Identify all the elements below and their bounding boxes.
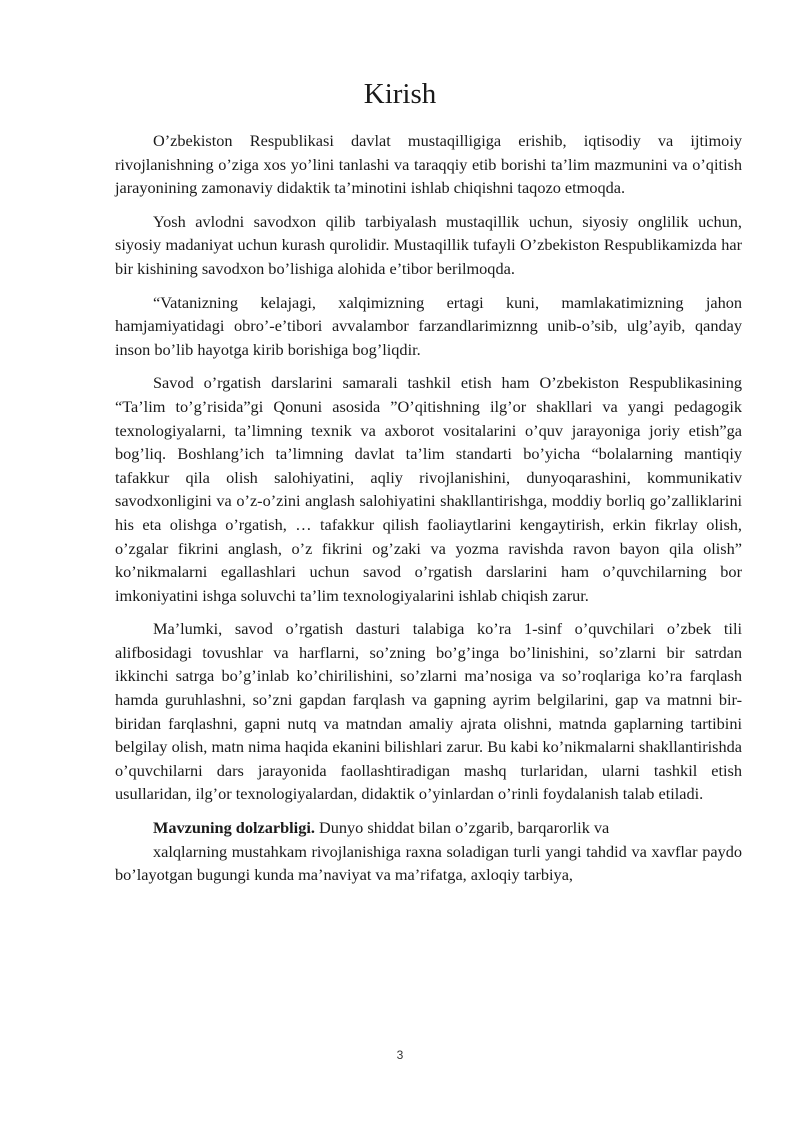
paragraph-4: Savod o’rgatish darslarini samarali tashkil etish ham O’zbekiston Respublikasining “Ta’lim to’g’risida”gi Qonuni asosida ”O’qitishning ilg’or shakllari va yangi pedagogik texnologiyalarni, ta’limning texnik va axborot vositalarini o’quv jarayoniga joriy etish”ga bog’liq. Boshlang’ich ta’limning davlat ta’lim standarti bo’yicha “bolalarning mantiqiy tafakkur qila olish salohiyatini, aqliy rivojlanishini, dunyoqarashini, kommunikativ savodxonligini va o’z-o’zini anglash salohiyatini shakllantirishga, moddiy borliq go’zalliklarini his eta olishga o’rgatish, … tafakkur qilish faoliaytlarini kengaytirish, erkin fikrlay olish, o’zgalar fikrini anglash, o’z fikrini og’zaki va yozma ravishda ravon bayon qila olish” ko’nikmalarni egallashlari uchun savod o’rgatish darslarini ham o’quvchilarning bor imkoniyatini ishga soluvchi ta’lim texnologiyalarini ishlab chiqish zarur. [115,373,742,605]
relevance-continuation: xalqlarning mustahkam rivojlanishiga raxna soladigan turli yangi tahdid va xavflar paydo bo’layotgan bugungi kunda ma’naviyat va ma’rifatga, axloqiy tarbiya, [115,841,742,885]
relevance-paragraph [115,816,742,840]
page-title: Kirish [363,78,437,110]
paragraph-1: O’zbekiston Respublikasi davlat mustaqilligiga erishib, iqtisodiy va ijtimoiy rivojlanishning o’ziga xos yo’lini tanlashi va taraqqiy etib borishi ta’lim mazmunini va o’qitish jarayonining zamonaviy didaktik ta’minotini ishlab chiqishni taqozo etmoqda. [115,131,742,198]
paragraph-5: Ma’lumki, savod o’rgatish dasturi talabiga ko’ra 1-sinf o’quvchilari o’zbek tili alifbosidagi tovushlar va harflarni, so’zning bo’g’inga bo’linishini, so’zlarni bir satrdan ikkinchi satrga bo’g’inlab ko’chirilishini, so’zlarni ma’nosiga va so’roqlariga ko’ra farqlash hamda guruhlashni, so’zni gapdan farqlash va gapning ayrim belgilarini, gap va matnni bir-biridan farqlashni, gapni nutq va matndan amaliy ajrata olishni, matnda gaplarning tartibini belgilay olish, matn nima haqida ekanini bilishlari zarur. Bu kabi ko’nikmalarni shakllantirishda o’quvchilarni dars jarayonida faollashtiradigan mashq turlaridan, ularni tashkil etish usullaridan, ilg’or texnologiyalardan, didaktik o’yinlardan o’rinli foydalanish talab etiladi. [115,619,742,804]
paragraph-2: Yosh avlodni savodxon qilib tarbiyalash mustaqillik uchun, siyosiy onglilik uchun, siyosiy madaniyat uchun kurash qurolidir. Mustaqillik tufayli O’zbekiston Respublikamizda har bir kishining savodxon bo’lishiga alohida e’tibor berilmoqda. [115,211,742,278]
paragraph-3: “Vatanizning kelajagi, xalqimizning ertagi kuni, mamlakatimizning jahon hamjamiyatidagi obro’-e’tibori avvalambor farzandlarimiznng unib-o’sib, ulg’ayib, qanday inson bo’lib hayotga kirib borishiga bog’liqdir. [115,292,742,359]
page-number: 3 [396,1048,404,1062]
document-body [115,129,742,887]
relevance-heading: Mavzuning dolzarbligi. [153,818,315,838]
relevance-first-line: Dunyo shiddat bilan o’zgarib, barqarorlik va [314,818,610,838]
